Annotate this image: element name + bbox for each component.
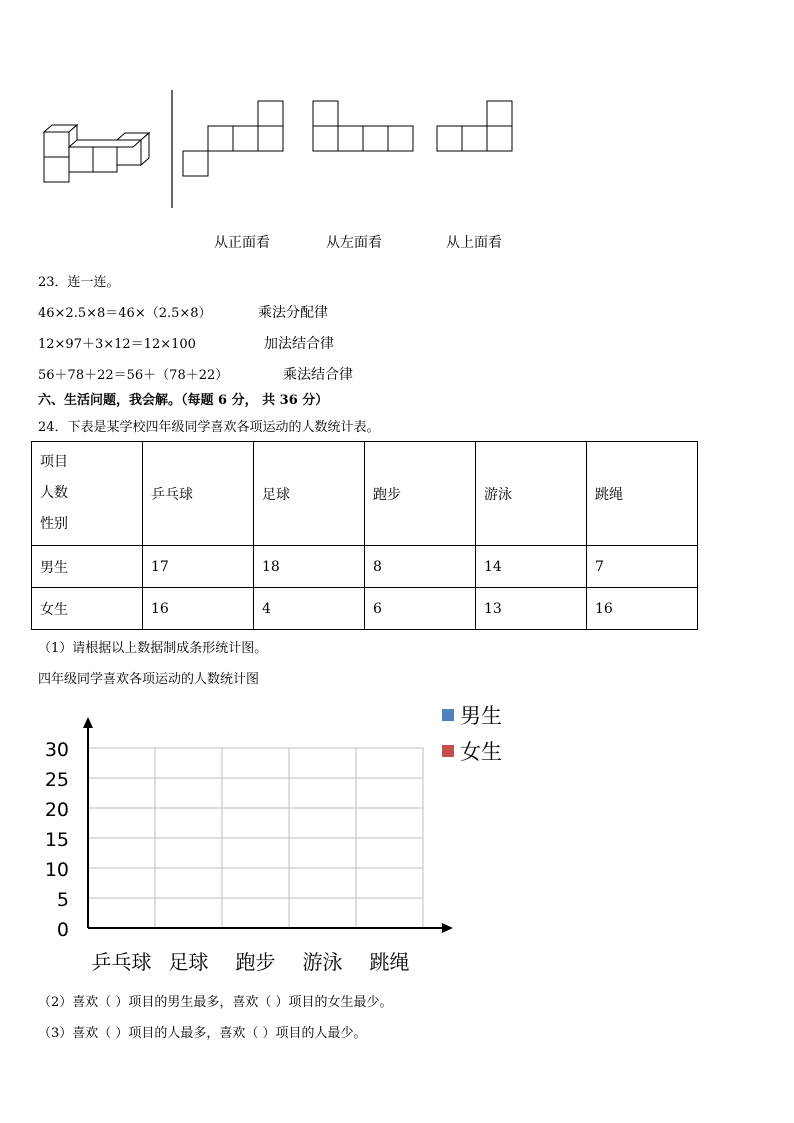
x-tick-label: 足球 [168, 950, 209, 974]
header-gender: 性别 [40, 516, 68, 532]
y-tick-label: 15 [44, 829, 69, 851]
section-title: 六、生活问题，我会解。（每题 6 分， 共 36 分） [38, 393, 329, 408]
column-header: 跑步 [365, 442, 476, 546]
chart-grid [88, 748, 423, 928]
x-tick-label: 游泳 [302, 950, 343, 974]
left-view-label: 从左面看 [326, 235, 382, 251]
front-view-shape [183, 101, 283, 176]
q24-sub3[interactable]: （3）喜欢（ ）项目的人最多，喜欢（ ）项目的人最少。 [38, 1026, 367, 1041]
row-label: 女生 [32, 588, 143, 630]
chart-legend [442, 704, 502, 764]
q23-expr-3[interactable]: 56＋78＋22＝56＋（78＋22） [38, 368, 229, 383]
table-cell: 16 [587, 588, 698, 630]
legend-swatch [442, 745, 454, 757]
top-view-shape [437, 101, 512, 151]
q24-title: 24．下表是某学校四年级同学喜欢各项运动的人数统计表。 [38, 420, 380, 435]
q23-expr-1[interactable]: 46×2.5×8＝46×（2.5×8） [38, 306, 212, 321]
y-tick-label: 5 [56, 889, 69, 911]
table-cell: 8 [365, 546, 476, 588]
column-header: 足球 [254, 442, 365, 546]
table-row [32, 588, 698, 630]
column-header: 游泳 [476, 442, 587, 546]
table-cell: 13 [476, 588, 587, 630]
legend-label: 女生 [460, 740, 502, 764]
y-tick-label: 25 [44, 769, 69, 791]
q24-sub2[interactable]: （2）喜欢（ ）项目的男生最多，喜欢（ ）项目的女生最少。 [38, 995, 393, 1010]
header-project: 项目 [40, 454, 68, 470]
legend-swatch [442, 709, 454, 721]
table-cell: 7 [587, 546, 698, 588]
q23-title: 23．连一连。 [38, 275, 120, 290]
column-header: 乒乓球 [143, 442, 254, 546]
table-cell: 4 [254, 588, 365, 630]
bar-chart [0, 690, 540, 990]
table-header-row [32, 442, 698, 546]
chart-axes [83, 717, 453, 933]
top-view-label: 从上面看 [446, 235, 502, 251]
table-cell: 18 [254, 546, 365, 588]
chart-title: 四年级同学喜欢各项运动的人数统计图 [38, 672, 260, 687]
q23-expr-2[interactable]: 12×97＋3×12＝12×100 [38, 337, 196, 352]
x-axis-arrow [442, 923, 453, 933]
row-label: 男生 [32, 546, 143, 588]
x-tick-labels [92, 950, 410, 974]
column-header: 跳绳 [587, 442, 698, 546]
table-corner-header [32, 442, 143, 546]
y-axis-arrow [83, 717, 93, 728]
y-tick-label: 0 [56, 919, 69, 941]
x-tick-label: 跳绳 [369, 950, 410, 974]
stats-table [31, 441, 698, 630]
table-cell: 16 [143, 588, 254, 630]
q24-sub1: （1）请根据以上数据制成条形统计图。 [38, 641, 268, 656]
y-tick-label: 20 [44, 799, 69, 821]
table-cell: 17 [143, 546, 254, 588]
x-tick-label: 跑步 [235, 950, 276, 974]
y-tick-labels [45, 739, 69, 941]
table-cell: 14 [476, 546, 587, 588]
front-view-label: 从正面看 [214, 235, 270, 251]
table-row [32, 546, 698, 588]
three-view-figure [30, 85, 530, 215]
y-tick-label: 10 [44, 859, 69, 881]
legend-label: 男生 [460, 704, 502, 728]
x-tick-label: 乒乓球 [91, 950, 152, 974]
header-count: 人数 [40, 485, 68, 501]
y-tick-label: 30 [44, 739, 69, 761]
table-cell: 6 [365, 588, 476, 630]
solid-block-figure [44, 125, 149, 182]
q23-law-2[interactable]: 加法结合律 [264, 336, 334, 352]
left-view-shape [313, 101, 413, 151]
q23-law-3[interactable]: 乘法结合律 [283, 367, 353, 383]
q23-law-1[interactable]: 乘法分配律 [258, 305, 328, 321]
